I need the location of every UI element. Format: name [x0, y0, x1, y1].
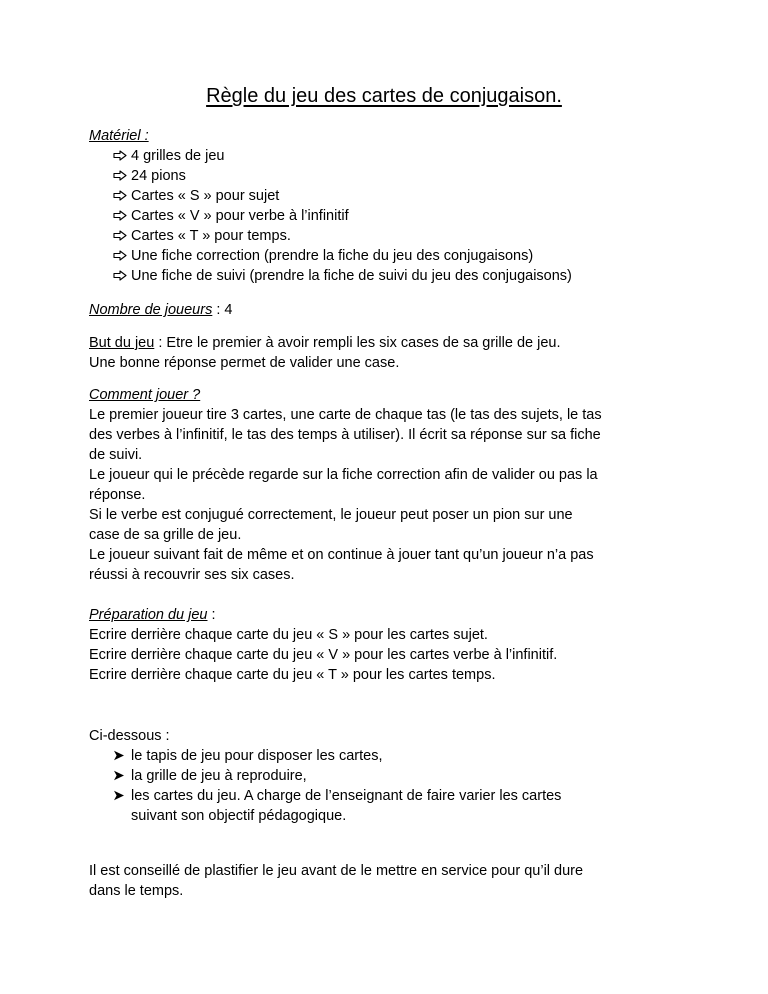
list-item-text: 4 grilles de jeu [131, 148, 225, 164]
list-item-text: 24 pions [131, 168, 186, 184]
comment-line: Le joueur suivant fait de même et on continue à jouer tant qu’un joueur n’a pas [89, 547, 594, 563]
but-line-2: Une bonne réponse permet de valider une case. [89, 355, 400, 371]
comment-line: de suivi. [89, 447, 143, 463]
dessous-section [89, 726, 688, 826]
list-item-text: la grille de jeu à reproduire, [131, 768, 307, 784]
comment-line: case de sa grille de jeu. [89, 527, 242, 543]
comment-line: Le joueur qui le précède regarde sur la fiche correction afin de valider ou pas la [89, 467, 598, 483]
but-line [89, 333, 688, 353]
arrow-right-outline-icon [113, 226, 131, 241]
list-item-text: le tapis de jeu pour disposer les cartes, [131, 748, 383, 764]
dessous-list [89, 746, 688, 806]
comment-line: des verbes à l’infinitif, le tas des temps à utiliser). Il écrit sa réponse sur sa fiche [89, 427, 601, 443]
list-item [89, 746, 688, 766]
materiel-heading: Matériel : [89, 128, 149, 144]
preparation-suffix: : [207, 607, 216, 623]
conseil-section [89, 861, 688, 901]
dessous-continuation: suivant son objectif pédagogique. [131, 808, 347, 824]
preparation-heading: Préparation du jeu [89, 607, 208, 623]
conseil-line: dans le temps. [89, 883, 184, 899]
comment-heading: Comment jouer ? [89, 387, 201, 403]
list-item [89, 186, 688, 206]
list-item-text: Une fiche de suivi (prendre la fiche de suivi du jeu des conjugaisons) [131, 268, 572, 284]
preparation-section [89, 605, 688, 685]
list-item-text: Cartes « V » pour verbe à l’infinitif [131, 208, 349, 224]
conseil-line: Il est conseillé de plastifier le jeu avant de le mettre en service pour qu’il dure [89, 863, 584, 879]
comment-section [89, 385, 688, 585]
arrowhead-bullet-icon [113, 746, 131, 761]
preparation-heading-line [89, 605, 688, 625]
preparation-line: Ecrire derrière chaque carte du jeu « S » pour les cartes sujet. [89, 627, 488, 643]
arrow-right-outline-icon [113, 206, 131, 221]
joueurs-section [89, 300, 688, 320]
arrow-right-outline-icon [113, 146, 131, 161]
arrow-right-outline-icon [113, 166, 131, 181]
list-item [89, 246, 688, 266]
list-item [89, 786, 688, 806]
list-item [89, 166, 688, 186]
materiel-section [89, 126, 688, 286]
list-item-text: Une fiche correction (prendre la fiche du jeu des conjugaisons) [131, 248, 534, 264]
comment-text [89, 405, 688, 585]
joueurs-label: Nombre de joueurs [89, 302, 213, 318]
but-label: But du jeu [89, 335, 155, 351]
comment-line: réussi à recouvrir ses six cases. [89, 567, 295, 583]
comment-line: réponse. [89, 487, 146, 503]
arrow-right-outline-icon [113, 186, 131, 201]
comment-line: Le premier joueur tire 3 cartes, une carte de chaque tas (le tas des sujets, le tas [89, 407, 602, 423]
arrow-right-outline-icon [113, 266, 131, 281]
but-text: : Etre le premier à avoir rempli les six cases de sa grille de jeu. [154, 335, 561, 351]
list-item-text: les cartes du jeu. A charge de l’enseignant de faire varier les cartes [131, 788, 562, 804]
preparation-line: Ecrire derrière chaque carte du jeu « V » pour les cartes verbe à l’infinitif. [89, 647, 558, 663]
preparation-line: Ecrire derrière chaque carte du jeu « T » pour les cartes temps. [89, 667, 496, 683]
arrow-right-outline-icon [113, 246, 131, 261]
but-section [89, 333, 688, 373]
joueurs-line [89, 300, 688, 320]
list-item-text: Cartes « T » pour temps. [131, 228, 291, 244]
dessous-heading: Ci-dessous : [89, 728, 170, 744]
list-item [89, 226, 688, 246]
comment-line: Si le verbe est conjugué correctement, le joueur peut poser un pion sur une [89, 507, 573, 523]
arrowhead-bullet-icon [113, 766, 131, 781]
preparation-text [89, 625, 688, 685]
list-item [89, 766, 688, 786]
list-item [89, 266, 688, 286]
page-title: Règle du jeu des cartes de conjugaison. [206, 85, 562, 107]
materiel-list [89, 146, 688, 286]
list-item [89, 206, 688, 226]
arrowhead-bullet-icon [113, 786, 131, 801]
joueurs-value: : 4 [212, 302, 233, 318]
list-item-text: Cartes « S » pour sujet [131, 188, 280, 204]
conseil-text [89, 861, 688, 901]
list-item [89, 146, 688, 166]
